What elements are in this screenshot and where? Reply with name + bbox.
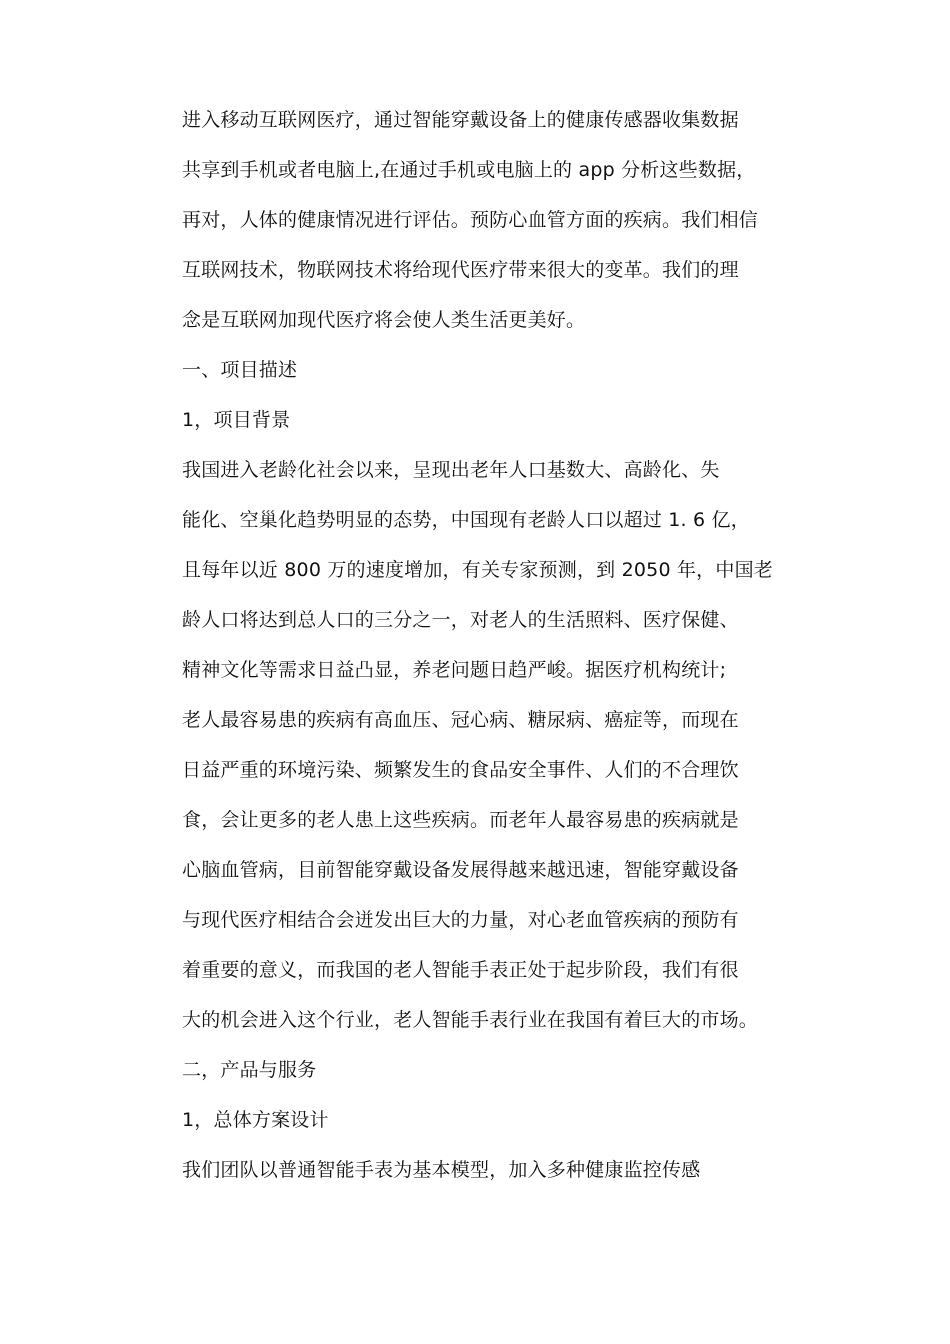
- paragraph-line: 且每年以近 800 万的速度增加，有关专家预测，到 2050 年，中国老: [182, 559, 773, 581]
- section-heading: 二，产品与服务: [182, 1059, 317, 1081]
- subsection-heading: 1，总体方案设计: [182, 1109, 329, 1131]
- subsection-heading: 1，项目背景: [182, 409, 291, 431]
- paragraph-line: 老人最容易患的疾病有高血压、冠心病、糖尿病、癌症等，而现在: [182, 709, 739, 731]
- paragraph-line: 心脑血管病，目前智能穿戴设备发展得越来越迅速，智能穿戴设备: [182, 859, 739, 881]
- paragraph-line: 念是互联网加现代医疗将会使人类生活更美好。: [182, 309, 586, 331]
- paragraph-line: 我们团队以普通智能手表为基本模型，加入多种健康监控传感: [182, 1159, 701, 1181]
- paragraph-line: 进入移动互联网医疗，通过智能穿戴设备上的健康传感器收集数据: [182, 109, 739, 131]
- paragraph-line: 精神文化等需求日益凸显，养老问题日趋严峻。据医疗机构统计;: [182, 659, 727, 681]
- paragraph-line: 大的机会进入这个行业，老人智能手表行业在我国有着巨大的市场。: [182, 1009, 759, 1031]
- document-body: [182, 100, 802, 1200]
- paragraph-line: 龄人口将达到总人口的三分之一，对老人的生活照料、医疗保健、: [182, 609, 739, 631]
- paragraph-line: 再对，人体的健康情况进行评估。预防心血管方面的疾病。我们相信: [182, 209, 759, 231]
- paragraph-line: 与现代医疗相结合会迸发出巨大的力量，对心老血管疾病的预防有: [182, 909, 739, 931]
- paragraph-line: 我国进入老龄化社会以来，呈现出老年人口基数大、高龄化、失: [182, 459, 720, 481]
- paragraph-line: 互联网技术，物联网技术将给现代医疗带来很大的变革。我们的理: [182, 259, 739, 281]
- section-heading: 一、项目描述: [182, 359, 298, 381]
- paragraph-line: 食，会让更多的老人患上这些疾病。而老年人最容易患的疾病就是: [182, 809, 739, 831]
- paragraph-line: 能化、空巢化趋势明显的态势，中国现有老龄人口以超过 1. 6 亿，: [182, 509, 750, 531]
- paragraph-line: 日益严重的环境污染、频繁发生的食品安全事件、人们的不合理饮: [182, 759, 739, 781]
- paragraph-line: 着重要的意义，而我国的老人智能手表正处于起步阶段，我们有很: [182, 959, 739, 981]
- paragraph-line: 共享到手机或者电脑上,在通过手机或电脑上的 app 分析这些数据，: [182, 159, 756, 181]
